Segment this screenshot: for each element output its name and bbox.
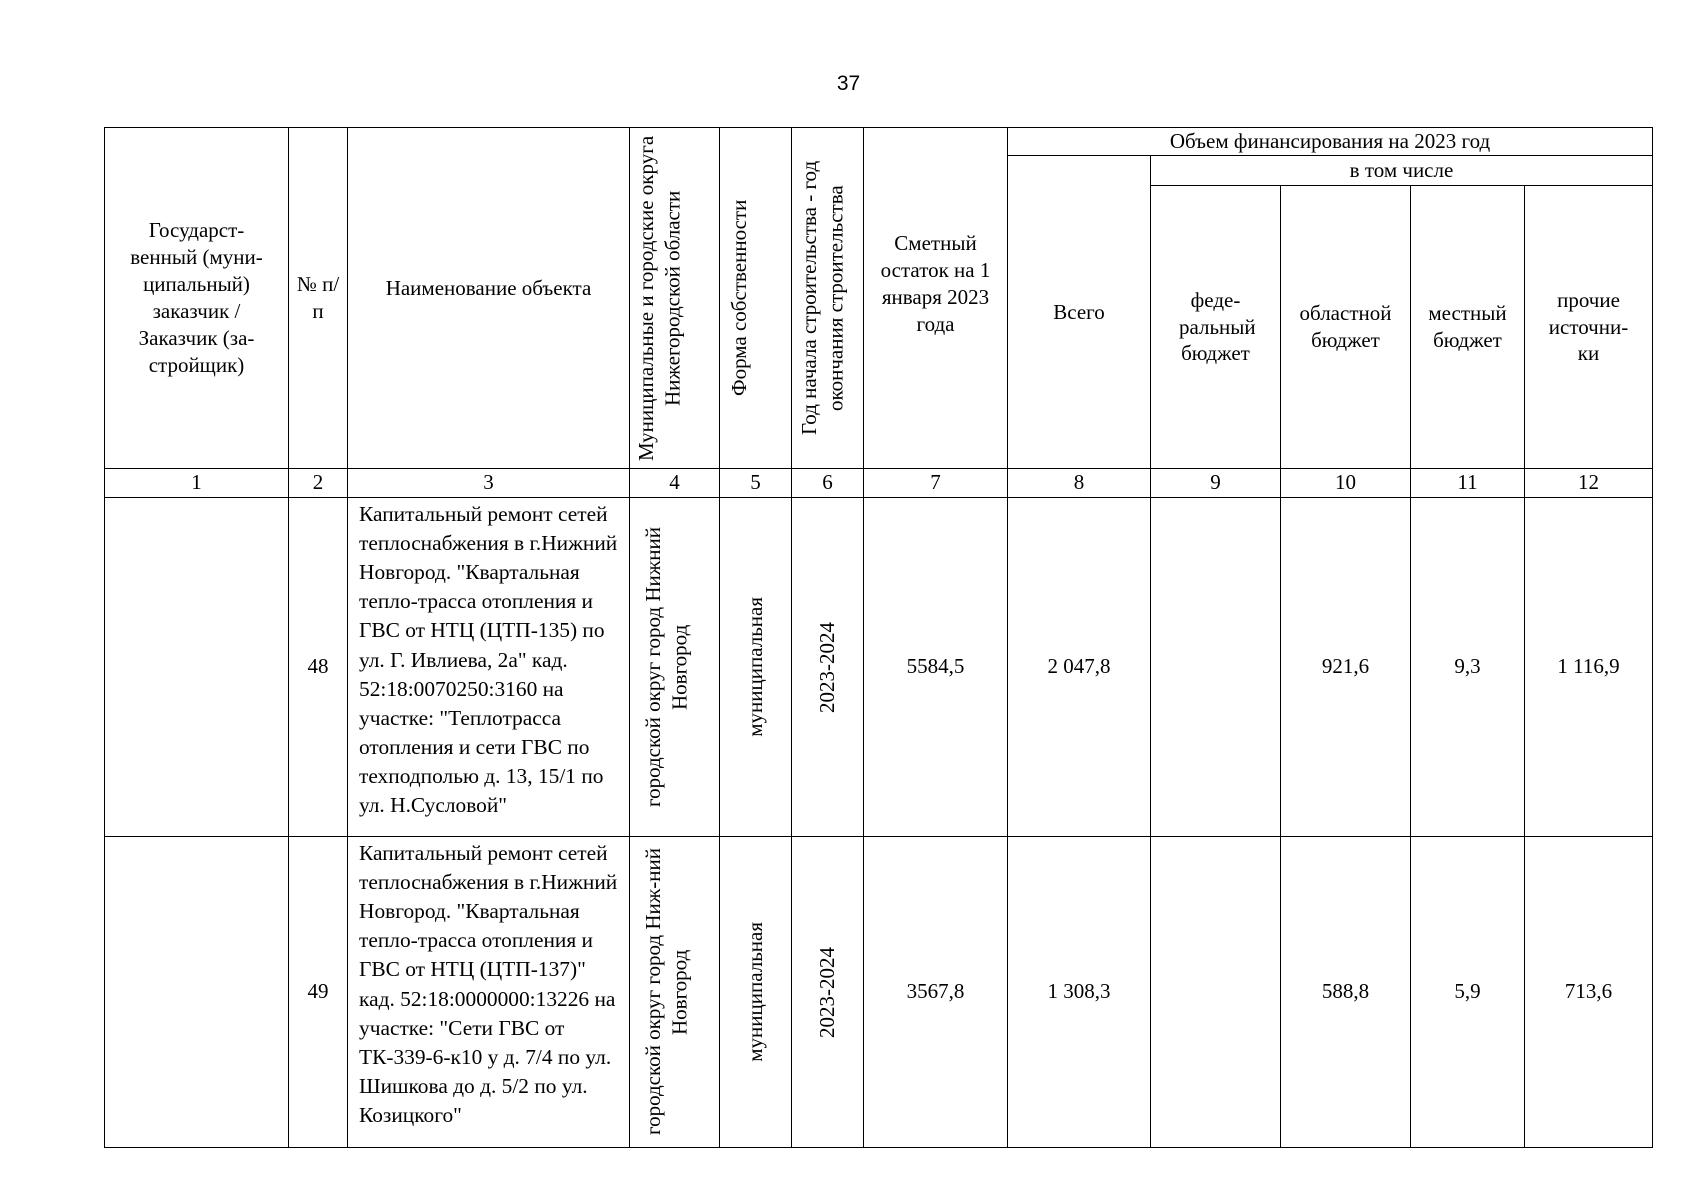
header-row-1 <box>105 128 1653 156</box>
cell-years: 2023-2024 <box>792 837 864 1148</box>
column-number: 6 <box>792 469 864 498</box>
column-number: 1 <box>105 469 289 498</box>
column-number: 12 <box>1525 469 1653 498</box>
header-object-name: Наименование объекта <box>348 128 630 469</box>
header-num: № п/п <box>289 128 348 469</box>
cell-customer <box>105 498 289 837</box>
table-row <box>105 837 1653 1148</box>
header-municipality: Муниципальные и городские округа Нижегородской области <box>630 128 720 469</box>
column-number: 2 <box>289 469 348 498</box>
cell-ownership: муниципальная <box>720 837 792 1148</box>
column-number: 8 <box>1008 469 1151 498</box>
cell-total: 1 308,3 <box>1008 837 1151 1148</box>
column-number: 5 <box>720 469 792 498</box>
header-customer: Государст-венный (муни-ципальный) заказчик / Заказчик (за-стройщик) <box>105 128 289 469</box>
page-number: 37 <box>836 72 861 95</box>
cell-num: 49 <box>289 837 348 1148</box>
cell-regional: 921,6 <box>1281 498 1411 837</box>
cell-federal <box>1151 498 1281 837</box>
header-total: Всего <box>1008 156 1151 469</box>
header-federal: феде-ральный бюджет <box>1151 186 1281 469</box>
cell-municipality: городской округ город Ниж-ний Новгород <box>630 837 720 1148</box>
cell-balance: 5584,5 <box>864 498 1008 837</box>
cell-object-name: Капитальный ремонт сетей теплоснабжения в г.Нижний Новгород. "Квартальная тепло-трасса отопления и ГВС от НТЦ (ЦТП-137)" кад. 52:18:0000000:13226 на участке: "Сети ГВС от ТК-339-6-к10 у д. 7/4 по ул. Шишкова до д. 5/2 по ул. Козицкого" <box>348 837 630 1148</box>
header-regional: областной бюджет <box>1281 186 1411 469</box>
header-financing-title: Объем финансирования на 2023 год <box>1008 128 1653 156</box>
table-row <box>105 498 1653 837</box>
column-number-row <box>105 469 1653 498</box>
cell-municipality: городской округ город Нижний Новгород <box>630 498 720 837</box>
cell-customer <box>105 837 289 1148</box>
cell-years: 2023-2024 <box>792 498 864 837</box>
cell-regional: 588,8 <box>1281 837 1411 1148</box>
column-number: 3 <box>348 469 630 498</box>
financing-table <box>104 127 1653 1148</box>
column-number: 7 <box>864 469 1008 498</box>
cell-local: 9,3 <box>1411 498 1525 837</box>
cell-other: 1 116,9 <box>1525 498 1653 837</box>
header-years: Год начала строительства - год окончания строительства <box>792 128 864 469</box>
column-number: 4 <box>630 469 720 498</box>
header-local: местный бюджет <box>1411 186 1525 469</box>
column-number: 9 <box>1151 469 1281 498</box>
cell-balance: 3567,8 <box>864 837 1008 1148</box>
column-number: 10 <box>1281 469 1411 498</box>
header-balance: Сметный остаток на 1 января 2023 года <box>864 128 1008 469</box>
header-ownership: Форма собственности <box>720 128 792 469</box>
cell-local: 5,9 <box>1411 837 1525 1148</box>
cell-object-name: Капитальный ремонт сетей теплоснабжения в г.Нижний Новгород. "Квартальная тепло-трасса отопления и ГВС от НТЦ (ЦТП-135) по ул. Г. Ивлиева, 2а" кад. 52:18:0070250:3160 на участке: "Теплотрасса отопления и сети ГВС по техподполью д. 13, 15/1 по ул. Н.Сусловой" <box>348 498 630 837</box>
header-including: в том числе <box>1151 156 1653 186</box>
cell-federal <box>1151 837 1281 1148</box>
cell-total: 2 047,8 <box>1008 498 1151 837</box>
cell-num: 48 <box>289 498 348 837</box>
column-number: 11 <box>1411 469 1525 498</box>
cell-ownership: муниципальная <box>720 498 792 837</box>
cell-other: 713,6 <box>1525 837 1653 1148</box>
header-other: прочие источни-ки <box>1525 186 1653 469</box>
